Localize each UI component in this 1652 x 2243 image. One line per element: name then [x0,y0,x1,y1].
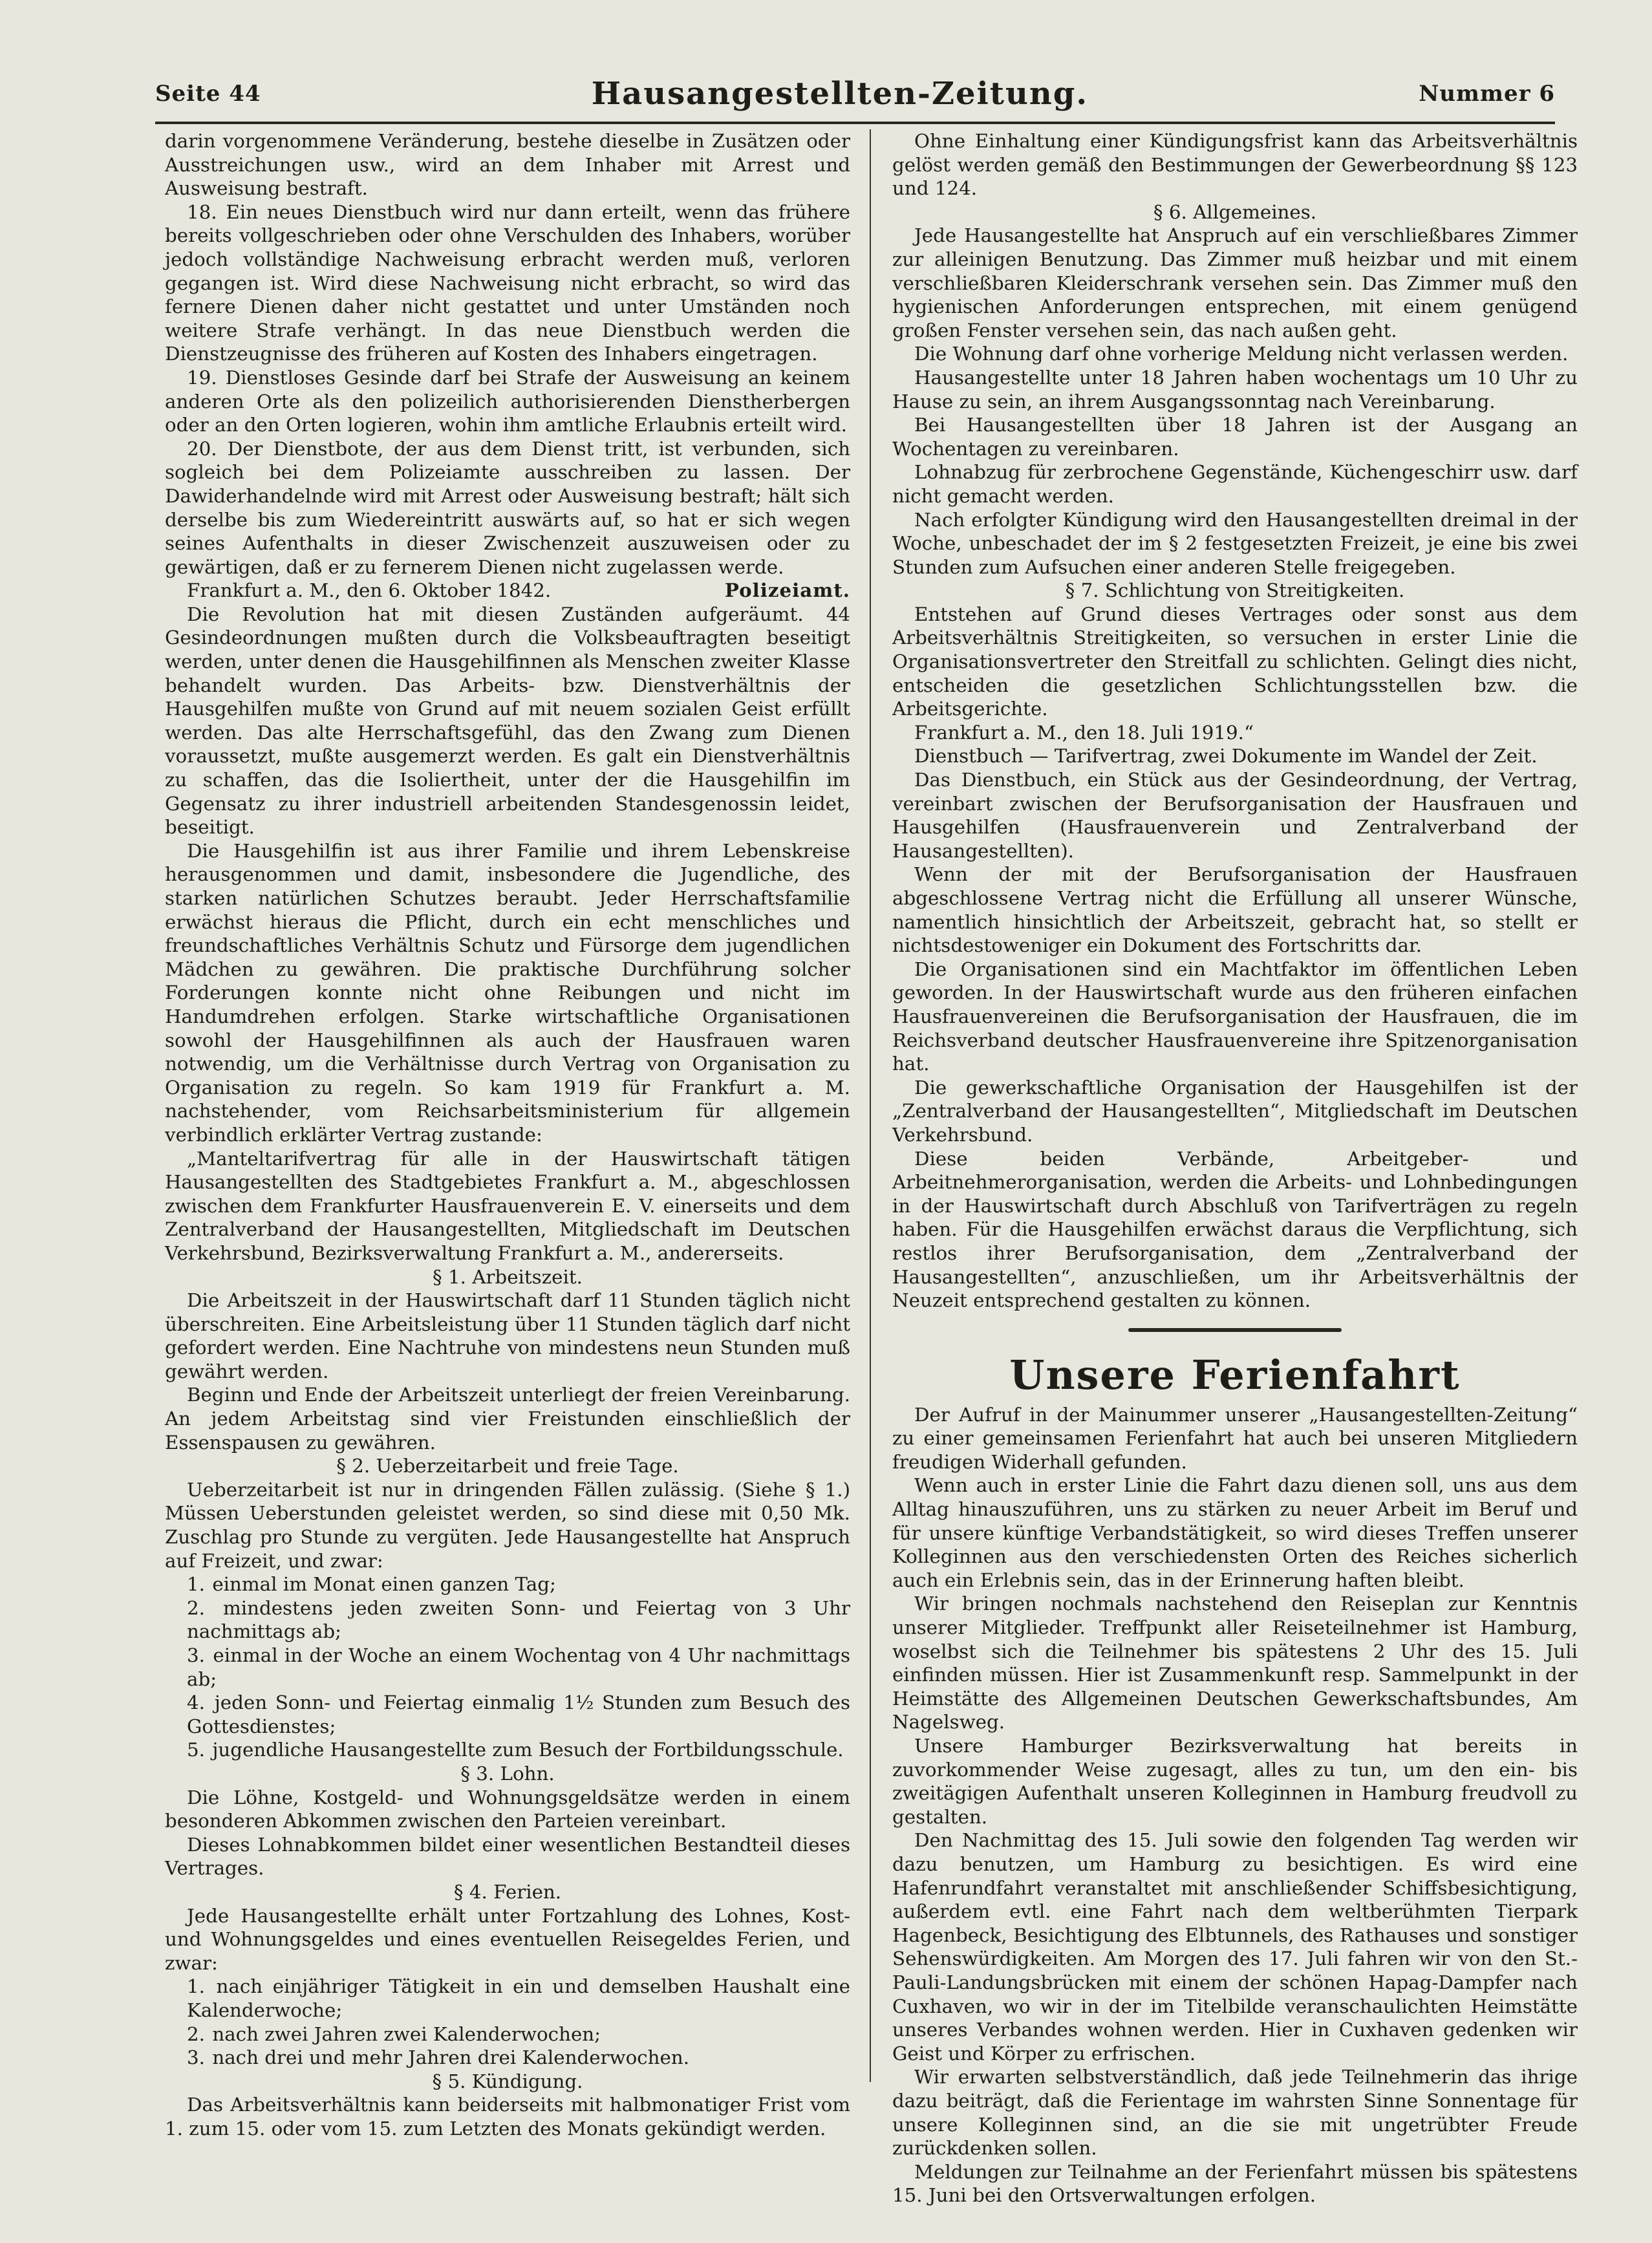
article-heading: Unsere Ferienfahrt [1009,1351,1461,1399]
section-heading: § 1. Arbeitszeit. [433,1265,583,1288]
paragraph: Die Revolution hat mit diesen Zuständen aufgeräumt. 44 Gesindeordnungen mußten durch die Volksbeauftragten beseitigt werden, unter denen die Hausgehilfinnen als Menschen zweiter Klasse behandelt wurden. Das Arbeits- bzw. Dienstverhältnis der Hausgehilfen mußte von Grund auf mit neuem sozialen Geist erfüllt werden. Das alte Herrschaftsgefühl, das den Zwang zum Dienen voraussetzt, mußte ausgemerzt werden. Es galt ein Dienstverhältnis zu schaffen, das die Isoliertheit, unter der die Hausgehilfin im Gegensatz zu ihrer industriell arbeitenden Standesgenossin leidet, beseitigt. [165,603,850,839]
list-text: jeden Sonn- und Feiertag einmalig 1½ Stunden zum Besuch des Gottesdienstes; [187,1691,850,1737]
paragraph: Nach erfolgter Kündigung wird den Hausangestellten dreimal in der Woche, unbeschadet der im § 2 festgesetzten Freizeit, je eine bis zwei Stunden zum Aufsuchen einer anderen Stelle freigegeben. [892,508,1578,578]
paragraph: Jede Hausangestellte hat Anspruch auf ein verschließbares Zimmer zur alleinigen Benutzung. Das Zimmer muß heizbar und mit einem verschließbaren Kleiderschrank versehen sein. Das Zimmer muß den hygienischen Anforderungen entsprechen, mit einem genügend großen Fenster versehen sein, das nach außen geht. [892,224,1578,341]
paragraph: Wenn auch in erster Linie die Fahrt dazu dienen soll, uns aus dem Alltag hinauszuführen, uns zu stärken zu neuer Arbeit im Beruf und für unsere künftige Verbandstätigkeit, so wird dieses Treffen unserer Kolleginnen aus den verschiedensten Orten des Reiches sicherlich auch ein Erlebnis sein, das in der Erinnerung haften bleibt. [892,1474,1578,1591]
page-number: Seite 44 [155,81,261,107]
page-header [155,71,1555,116]
paragraph: Das Arbeitsverhältnis kann beiderseits mit halbmonatiger Frist vom 1. zum 15. oder vom 15. zum Letzten des Monats gekündigt werden. [165,2094,850,2140]
section-heading: § 6. Allgemeines. [1153,200,1317,223]
section-heading: § 7. Schlichtung von Streitigkeiten. [1065,579,1405,602]
signature-place-date: Frankfurt a. M., den 6. Oktober 1842. [187,579,552,602]
list-item [165,1572,850,1596]
list-text: einmal im Monat einen ganzen Tag; [212,1573,556,1596]
list-number: 3. [187,1644,205,1666]
left-column [165,129,850,2140]
paragraph: 18. Ein neues Dienstbuch wird nur dann erteilt, wenn das frühere bereits vollgeschrieben oder ohne Verschulden des Inhabers, worüber jedoch vollständige Nachweisung erbracht werden muß, verloren gegangen ist. Wird diese Nachweisung nicht erbracht, so wird das fernere Dienen daher nicht gestattet und unter Umständen noch weitere Strafe verhängt. In das neue Dienstbuch werden die Dienstzeugnisse des früheren auf Kosten des Inhabers eingetragen. [165,200,850,365]
paragraph: Ohne Einhaltung einer Kündigungsfrist kann das Arbeitsverhältnis gelöst werden gemäß den Bestimmungen der Gewerbeordnung §§ 123 und 124. [892,130,1578,200]
paragraph: Die Organisationen sind ein Machtfaktor im öffentlichen Leben geworden. In der Hauswirtschaft wurde aus den früheren einfachen Hausfrauenvereinen die Berufsorganisation der Hausfrauen, die im Reichsverband deutscher Hausfrauenvereine ihre Spitzenorganisation hat. [892,958,1578,1075]
list-text: nach zwei Jahren zwei Kalenderwochen; [212,2023,601,2045]
section-heading: § 4. Ferien. [453,1880,562,1903]
paragraph: Ueberzeitarbeit ist nur in dringenden Fällen zulässig. (Siehe § 1.) Müssen Ueberstunden geleistet werden, so sind diese mit 0,50 Mk. Zuschlag pro Stunde zu vergüten. Jede Hausangestellte hat Anspruch auf Freizeit, und zwar: [165,1478,850,1572]
paragraph: Wenn der mit der Berufsorganisation der Hausfrauen abgeschlossene Vertrag nicht die Erfüllung all unserer Wünsche, namentlich hinsichtlich der Arbeitszeit, gebracht hat, so stellt er nichtsdestoweniger ein Dokument des Fortschritts dar. [892,863,1578,957]
section-heading: § 5. Kündigung. [432,2070,583,2092]
paragraph: Das Dienstbuch, ein Stück aus der Gesindeordnung, der Vertrag, vereinbart zwischen der Berufsorganisation der Hausfrauen und Hausgehilfen (Hausfrauenverein und Zentralverband der Hausangestellten). [892,769,1578,862]
signature-authority: Polizeiamt. [724,579,850,602]
paragraph: „Manteltarifvertrag für alle in der Hauswirtschaft tätigen Hausangestellten des Stadtgebietes Frankfurt a. M., abgeschlossen zwischen dem Frankfurter Hausfrauenverein E. V. einerseits und dem Zentralverband der Hausangestellten, Mitgliedschaft im Deutschen Verkehrsbund, Bezirksverwaltung Frankfurt a. M., andererseits. [165,1147,850,1264]
list-text: nach drei und mehr Jahren drei Kalenderwochen. [212,2046,690,2069]
paragraph: Den Nachmittag des 15. Juli sowie den folgenden Tag werden wir dazu benutzen, um Hamburg zu besichtigen. Es wird eine Hafenrundfahrt veranstaltet mit anschließender Schiffsbesichtigung, außerdem evtl. eine Fahrt nach dem weltberühmten Tierpark Hagenbeck, Besichtigung des Elbtunnels, des Rathauses und sonstiger Sehenswürdigkeiten. Am Morgen des 17. Juli fahren wir von den St.-Pauli-Landungsbrücken mit einem der schönen Hapag-Dampfer nach Cuxhaven, wo wir in der im Titelbilde veranschaulichten Heimstätte unseres Verbandes wohnen werden. Hier in Cuxhaven gedenken wir Geist und Körper zu erfrischen. [892,1829,1578,2065]
issue-number: Nummer 6 [1419,81,1555,107]
list-item [165,1691,850,1738]
decorative-rule [1128,1328,1342,1332]
paragraph: Bei Hausangestellten über 18 Jahren ist der Ausgang an Wochentagen zu vereinbaren. [892,414,1578,460]
paragraph: Der Aufruf in der Mainummer unserer „Hausangestellten-Zeitung“ zu einer gemeinsamen Ferienfahrt hat auch bei unseren Mitgliedern freudigen Widerhall gefunden. [892,1403,1578,1473]
paragraph: Beginn und Ende der Arbeitszeit unterliegt der freien Vereinbarung. An jedem Arbeitstag sind vier Freistunden einschließlich der Essenspausen zu gewähren. [165,1384,850,1454]
paragraph: Die Löhne, Kostgeld- und Wohnungsgeldsätze werden in einem besonderen Abkommen zwischen den Parteien vereinbart. [165,1786,850,1832]
header-rule [155,122,1555,124]
paragraph: Diese beiden Verbände, Arbeitgeber- und Arbeitnehmerorganisation, werden die Arbeits- und Lohnbedingungen in der Hauswirtschaft durch Abschluß von Tarifverträgen zu regeln haben. Für die Hausgehilfen erwächst daraus die Verpflichtung, sich restlos ihrer Berufsorganisation, dem „Zentralverband der Hausangestellten“, anzuschließen, um ihr Arbeitsverhältnis der Neuzeit entsprechend gestalten zu können. [892,1147,1578,1312]
newspaper-title: Hausangestellten-Zeitung. [591,76,1089,112]
paragraph: Entstehen auf Grund dieses Vertrages oder sonst aus dem Arbeitsverhältnis Streitigkeiten, so versuchen in erster Linie die Organisationsvertreter den Streitfall zu schlichten. Gelingt dies nicht, entscheiden die gesetzlichen Schlichtungsstellen bzw. die Arbeitsgerichte. [892,603,1578,720]
list-number: 4. [187,1691,205,1714]
paragraph: Unsere Hamburger Bezirksverwaltung hat bereits in zuvorkommender Weise zugesagt, alles zu tun, um den ein- bis zweitägigen Aufenthalt unseren Kolleginnen in Hamburg freudvoll zu gestalten. [892,1735,1578,1828]
paragraph: Die Wohnung darf ohne vorherige Meldung nicht verlassen werden. [914,343,1569,365]
list-item [165,2046,850,2070]
list-text: mindestens jeden zweiten Sonn- und Feiertag von 3 Uhr nachmittags ab; [187,1596,850,1643]
paragraph: Die Arbeitszeit in der Hauswirtschaft darf 11 Stunden täglich nicht überschreiten. Eine Arbeitsleistung über 11 Stunden täglich darf nicht gefordert werden. Eine Nachtruhe von mindestens neun Stunden muß gewährt werden. [165,1289,850,1382]
paragraph: Wir erwarten selbstverständlich, daß jede Teilnehmerin das ihrige dazu beiträgt, daß die Ferientage im wahrsten Sinne Sonnentage für unsere Kolleginnen sind, an die sie mit ungetrübter Freude zurückdenken sollen. [892,2066,1578,2160]
list-item [165,2023,850,2046]
paragraph: Lohnabzug für zerbrochene Gegenstände, Küchengeschirr usw. darf nicht gemacht werden. [892,461,1578,507]
paragraph: 19. Dienstloses Gesinde darf bei Strafe der Ausweisung an keinem anderen Orte als den polizeilich authorisierenden Dienstherbergen oder an den Orten logieren, wohin ihm amtliche Erlaubnis erteilt wird. [165,366,850,436]
signature-line [165,579,850,603]
list-number: 2. [187,2023,205,2045]
list-item [165,1738,850,1762]
paragraph: Dienstbuch — Tarifvertrag, zwei Dokumente im Wandel der Zeit. [914,745,1538,767]
paragraph: 20. Der Dienstbote, der aus dem Dienst tritt, ist verbunden, sich sogleich bei dem Polizeiamte ausschreiben zu lassen. Der Dawiderhandelnde wird mit Arrest oder Ausweisung bestraft; hält sich derselbe bis zum Wiedereintritt auswärts auf, so hat er sich wegen seines Aufenthalts in dieser Zwischenzeit auszuweisen oder zu gewärtigen, daß er zu fernerem Dienen nicht zugelassen werde. [165,437,850,578]
list-number: 5. [187,1739,205,1761]
section-heading: § 2. Ueberzeitarbeit und freie Tage. [336,1455,679,1477]
paragraph: Die gewerkschaftliche Organisation der Hausgehilfen ist der „Zentralverband der Hausangestellten“, Mitgliedschaft im Deutschen Verkehrsbund. [892,1076,1578,1146]
paragraph: Wir bringen nochmals nachstehend den Reiseplan zur Kenntnis unserer Mitglieder. Treffpunkt aller Reiseteilnehmer ist Hamburg, woselbst sich die Teilnehmer bis spätestens 2 Uhr des 15. Juli einfinden müssen. Hier ist Zusammenkunft resp. Sammelpunkt in der Heimstätte des Allgemeinen Deutschen Gewerkschaftsbundes, Am Nagelsweg. [892,1593,1578,1733]
paragraph: Dieses Lohnabkommen bildet einer wesentlichen Bestandteil dieses Vertrages. [165,1833,850,1880]
list-text: einmal in der Woche an einem Wochentag von 4 Uhr nachmittags ab; [187,1644,850,1690]
list-number: 3. [187,2046,205,2069]
paragraph: Jede Hausangestellte erhält unter Fortzahlung des Lohnes, Kost- und Wohnungsgeldes und eines eventuellen Reisegeldes Ferien, und zwar: [165,1904,850,1974]
right-column [892,129,1578,2207]
list-number: 1. [187,1975,205,1998]
list-number: 1. [187,1573,205,1596]
list-item [165,1975,850,2022]
paragraph: Die Hausgehilfin ist aus ihrer Familie und ihrem Lebenskreise herausgenommen und damit, insbesondere die Jugendliche, des starken natürlichen Schutzes beraubt. Jeder Herrschaftsfamilie erwächst hieraus die Pflicht, durch ein echt menschliches und freundschaftliches Verhältnis Schutz und Fürsorge dem jugendlichen Mädchen zu gewähren. Die praktische Durchführung solcher Forderungen konnte nicht ohne Reibungen und nicht im Handumdrehen erfolgen. Starke wirtschaftliche Organisationen sowohl der Hausgehilfinnen als auch der Hausfrauen waren notwendig, um die Verhältnisse durch Vertrag von Organisation zu Organisation zu regeln. So kam 1919 für Frankfurt a. M. nachstehender, vom Reichsarbeitsministerium für allgemein verbindlich erklärter Vertrag zustande: [165,839,850,1146]
paragraph: darin vorgenommene Veränderung, bestehe dieselbe in Zusätzen oder Ausstreichungen usw., wird an dem Inhaber mit Arrest und Ausweisung bestraft. [165,130,850,200]
list-number: 2. [187,1596,205,1619]
list-item [165,1644,850,1691]
paragraph: Hausangestellte unter 18 Jahren haben wochentags um 10 Uhr zu Hause zu sein, an ihrem Ausgangssonntag nach Vereinbarung. [892,366,1578,413]
section-heading: § 3. Lohn. [460,1762,555,1785]
column-divider [870,129,871,2082]
list-text: nach einjähriger Tätigkeit in ein und demselben Haushalt eine Kalenderwoche; [187,1975,850,2021]
list-text: jugendliche Hausangestellte zum Besuch der Fortbildungsschule. [212,1739,844,1761]
paragraph: Frankfurt a. M., den 18. Juli 1919.“ [914,721,1254,744]
list-item [165,1596,850,1644]
paragraph: Meldungen zur Teilnahme an der Ferienfahrt müssen bis spätestens 15. Juni bei den Ortsverwaltungen erfolgen. [892,2160,1578,2207]
